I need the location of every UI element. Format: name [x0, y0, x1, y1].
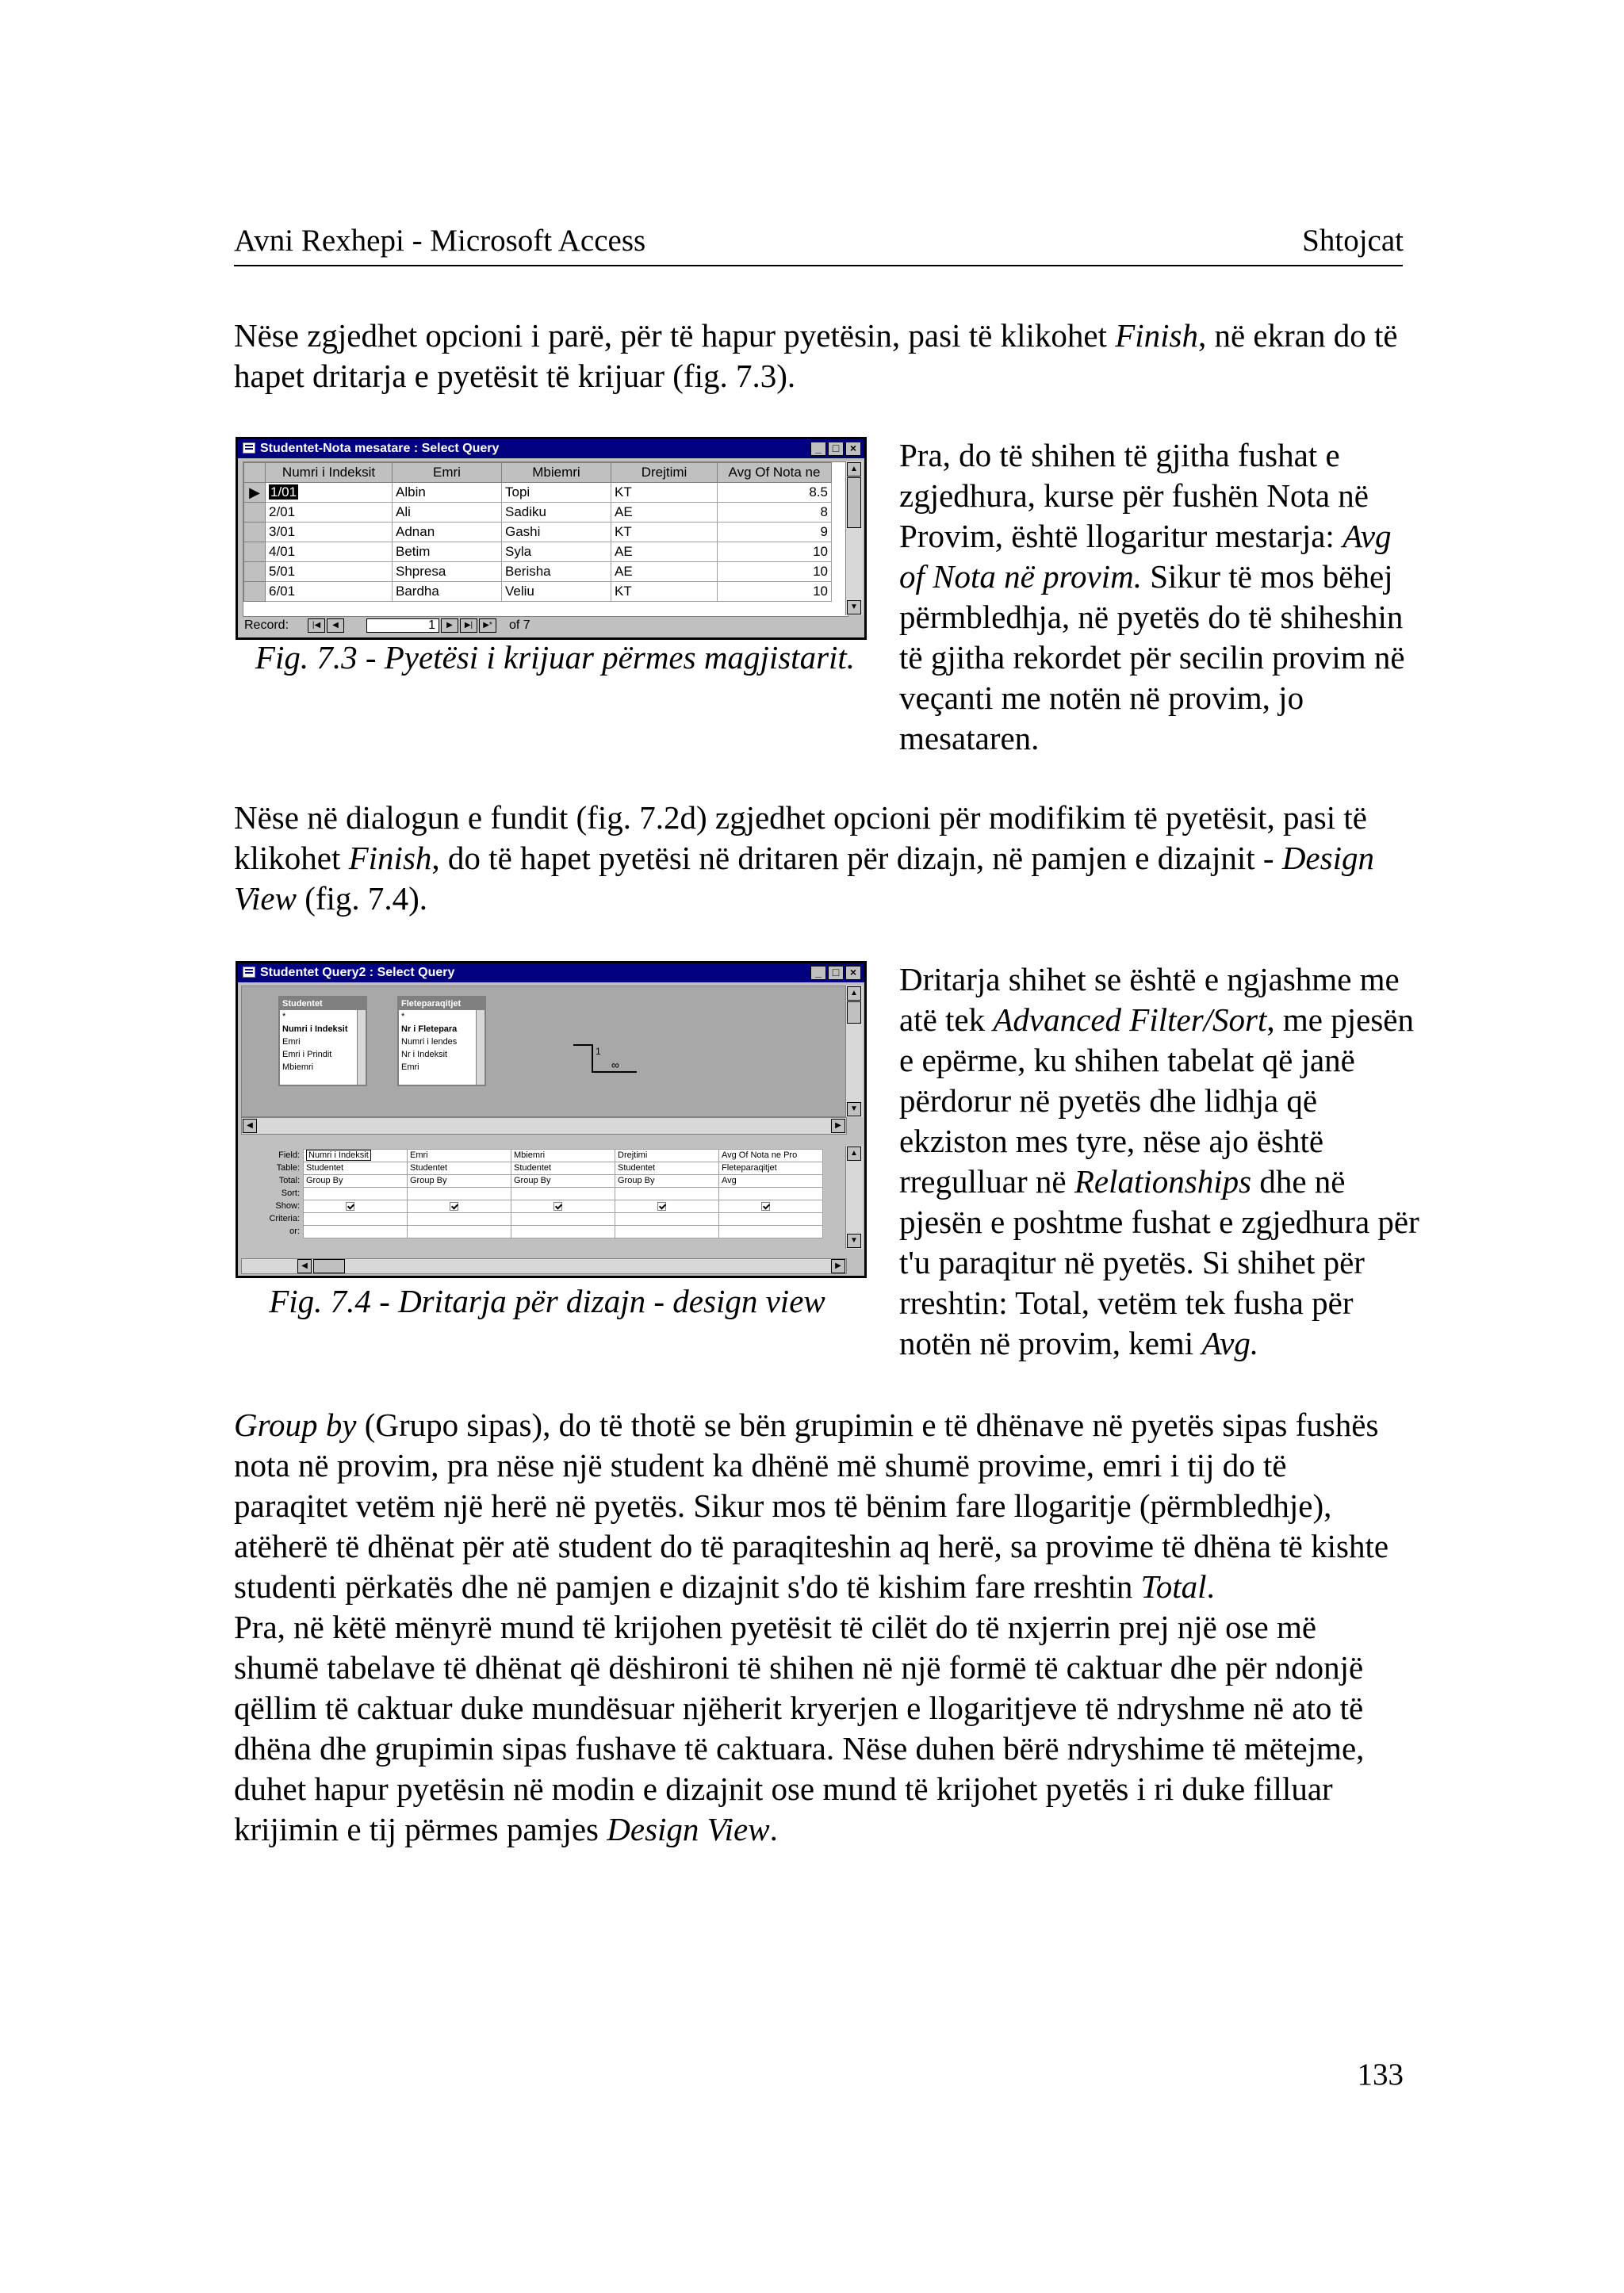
- cell-value: Berisha: [505, 564, 551, 579]
- scroll-down-icon[interactable]: ▼: [847, 600, 861, 614]
- design-grid-row: [241, 1226, 823, 1238]
- table-cell[interactable]: [266, 523, 393, 542]
- column-header[interactable]: Mbiemri: [502, 463, 611, 483]
- field-list-item[interactable]: *: [401, 1012, 405, 1021]
- design-grid-cell[interactable]: [408, 1213, 511, 1226]
- table-cell[interactable]: [266, 542, 393, 562]
- table-cell[interactable]: [393, 562, 502, 582]
- cell-value: Topi: [505, 484, 530, 500]
- field-list-scrollbar[interactable]: [357, 1010, 366, 1085]
- design-grid-cell[interactable]: [719, 1226, 823, 1238]
- cell-value: 10: [813, 544, 828, 559]
- cell-value: 10: [813, 564, 828, 579]
- design-grid-value: Studentet: [618, 1163, 656, 1173]
- query-icon: [243, 967, 255, 978]
- relationship-one-label: 1: [596, 1046, 601, 1057]
- design-grid-cell[interactable]: [615, 1175, 719, 1188]
- cell-value: 3/01: [269, 524, 296, 539]
- relationship-many-label: ∞: [611, 1058, 619, 1071]
- column-header[interactable]: Emri: [393, 463, 502, 483]
- cell-value: Betim: [396, 544, 431, 559]
- design-grid-cell[interactable]: [408, 1226, 511, 1238]
- design-grid-cell[interactable]: [511, 1188, 615, 1200]
- design-grid-cell[interactable]: [615, 1200, 719, 1213]
- cell-value: Shpresa: [396, 564, 446, 579]
- design-grid-row: [241, 1175, 823, 1188]
- cell-value: KT: [615, 584, 632, 599]
- paragraph-side-2: Dritarja shihet se është e ngjashme me atë tek Advanced Filter/Sort, me pjesën e epërme, ku shihen tabelat që janë përdorur në pyetës dhe lidhja që ekziston mes tyre, nëse ajo është rregulluar në Relationships dhe në pjesën e poshtme fushat e zgjedhura për t'u paraqitur në pyetës. Si shihet për rreshtin: Total, vetëm tek fusha për notën në provim, kemi Avg.: [899, 961, 1419, 1361]
- paragraph-intro: Nëse zgjedhet opcioni i parë, për të hapur pyetësin, pasi të klikohet Finish, në ekran do të hapet dritarja e pyetësit të krijuar (fig. 7.3).: [234, 317, 1398, 394]
- design-grid-cell[interactable]: [511, 1162, 615, 1175]
- field-list-item[interactable]: Mbiemri: [282, 1062, 314, 1072]
- cell-value: Ali: [396, 504, 411, 519]
- table-cell[interactable]: [266, 582, 393, 602]
- table-cell[interactable]: [718, 582, 832, 602]
- first-record-icon[interactable]: |◀: [308, 618, 325, 633]
- table-cell[interactable]: [611, 523, 718, 542]
- design-grid-pane[interactable]: [241, 1143, 847, 1261]
- scroll-up-icon[interactable]: ▲: [847, 462, 861, 477]
- cell-value: AE: [615, 544, 633, 559]
- show-checkbox-icon[interactable]: [346, 1202, 354, 1211]
- table-pane-vertical-scrollbar[interactable]: [845, 986, 863, 1117]
- design-view-window: [236, 961, 867, 1278]
- design-grid-row-label: Show:: [275, 1201, 300, 1211]
- table-cell[interactable]: [393, 523, 502, 542]
- table-pane[interactable]: [241, 986, 847, 1117]
- design-grid-cell[interactable]: [511, 1175, 615, 1188]
- scroll-left-icon[interactable]: ◀: [243, 1119, 257, 1133]
- new-record-icon[interactable]: ▶*: [479, 618, 496, 633]
- table-cell[interactable]: [718, 542, 832, 562]
- cell-value: 8.5: [809, 484, 828, 500]
- scroll-left-icon[interactable]: ◀: [297, 1259, 312, 1273]
- next-record-icon[interactable]: ▶: [441, 618, 458, 633]
- running-header-right: Shtojcat: [1302, 224, 1404, 258]
- table-row[interactable]: [244, 503, 832, 523]
- table-row[interactable]: [244, 562, 832, 582]
- figure-caption-7-4: Fig. 7.4 - Dritarja për dizajn - design view: [269, 1283, 825, 1319]
- design-grid-cell[interactable]: [615, 1188, 719, 1200]
- design-grid-cell[interactable]: [719, 1213, 823, 1226]
- select-all-cell[interactable]: [244, 463, 266, 483]
- design-grid-value: Group By: [410, 1176, 447, 1185]
- scroll-thumb[interactable]: [847, 477, 861, 528]
- design-grid-value: Group By: [306, 1176, 343, 1185]
- cell-value: AE: [615, 564, 633, 579]
- field-list-item[interactable]: Nr i Fletepara: [401, 1024, 458, 1034]
- field-list-item[interactable]: Numri i lendes: [401, 1037, 458, 1047]
- design-grid-cell[interactable]: [408, 1200, 511, 1213]
- running-header-left: Avni Rexhepi - Microsoft Access: [234, 224, 646, 258]
- window-titlebar[interactable]: [238, 439, 864, 458]
- table-cell[interactable]: [502, 542, 611, 562]
- query-icon: [243, 442, 255, 454]
- cell-value: Sadiku: [505, 504, 546, 519]
- paragraph-design-view: Nëse në dialogun e fundit (fig. 7.2d) zgjedhet opcioni për modifikim të pyetësit, pasi të klikohet Finish, do të hapet pyetësi në dritaren për dizajn, në pamjen e dizajnit - Design View (fig. 7.4).: [234, 799, 1374, 917]
- relationship-line[interactable]: [572, 1039, 638, 1078]
- design-grid-row: [241, 1213, 823, 1226]
- record-number-field[interactable]: 1: [366, 618, 439, 633]
- window-titlebar[interactable]: [238, 963, 864, 982]
- show-checkbox-icon[interactable]: [657, 1202, 666, 1211]
- design-grid-cell[interactable]: [719, 1175, 823, 1188]
- cell-value: 2/01: [269, 504, 296, 519]
- design-grid-row: [241, 1188, 823, 1200]
- design-grid-row-label: Criteria:: [269, 1214, 300, 1223]
- design-grid-horizontal-scrollbar[interactable]: [241, 1258, 847, 1274]
- column-header-row: [244, 463, 832, 483]
- table-cell[interactable]: [266, 483, 393, 503]
- table-cell[interactable]: [393, 582, 502, 602]
- page-number: 133: [1357, 2058, 1404, 2092]
- design-grid-cell[interactable]: [304, 1162, 408, 1175]
- table-cell[interactable]: [502, 483, 611, 503]
- scroll-up-icon[interactable]: ▲: [847, 1146, 861, 1161]
- show-checkbox-icon[interactable]: [761, 1202, 770, 1211]
- design-grid-cell[interactable]: [304, 1200, 408, 1213]
- scroll-down-icon[interactable]: ▼: [847, 1234, 861, 1248]
- design-grid-value: Mbiemri: [514, 1150, 546, 1160]
- last-record-icon[interactable]: ▶|: [460, 618, 477, 633]
- design-grid-value: Fleteparaqitjet: [722, 1163, 777, 1173]
- paragraph-conclusion: [234, 1405, 1408, 1850]
- record-selector[interactable]: [244, 523, 266, 542]
- design-grid-cell[interactable]: [615, 1150, 719, 1162]
- table-cell[interactable]: [611, 542, 718, 562]
- design-grid-row: [241, 1150, 823, 1162]
- design-grid-cell[interactable]: [408, 1188, 511, 1200]
- close-button[interactable]: ×: [845, 442, 861, 456]
- table-pane-horizontal-scrollbar[interactable]: [241, 1117, 847, 1135]
- current-record-icon[interactable]: ▶: [244, 483, 266, 503]
- cell-value: 1/01: [270, 484, 297, 500]
- header-rule: [234, 265, 1403, 266]
- design-grid-cell[interactable]: [408, 1175, 511, 1188]
- scroll-thumb[interactable]: [313, 1259, 345, 1273]
- paragraph-group-by: Group by (Grupo sipas), do të thotë se bën grupimin e të dhënave në pyetës sipas fushës nota në provim, pra nëse një student ka dhënë më shumë provime, emri i tij do të paraqitet vetëm një herë në pyetës. Sikur mos të bënim fare llogaritje (përmbledhje), atëherë të dhënat për atë student do të paraqiteshin aq herë, sa provime të dhëna të kishte studenti përkatës dhe në pamjen e dizajnit s'do të kishim fare rreshtin Total.: [234, 1407, 1389, 1605]
- design-grid-value: Group By: [618, 1176, 655, 1185]
- design-grid-value: Avg Of Nota ne Pro: [722, 1150, 798, 1160]
- scroll-thumb[interactable]: [847, 1001, 861, 1024]
- field-list-item[interactable]: Emri i Prindit: [282, 1050, 332, 1059]
- column-header[interactable]: Drejtimi: [611, 463, 718, 483]
- field-list-scrollbar[interactable]: [476, 1010, 485, 1085]
- minimize-button[interactable]: _: [810, 966, 826, 980]
- design-grid-cell[interactable]: [304, 1188, 408, 1200]
- table-row[interactable]: [244, 483, 832, 503]
- design-grid-value: Emri: [410, 1150, 428, 1160]
- table-cell[interactable]: [502, 503, 611, 523]
- cell-value: Gashi: [505, 524, 541, 539]
- scroll-right-icon[interactable]: ▶: [831, 1259, 845, 1273]
- scroll-up-icon[interactable]: ▲: [847, 986, 861, 1001]
- cell-value: 4/01: [269, 544, 296, 559]
- datasheet-window: [236, 437, 867, 640]
- table-cell[interactable]: [611, 562, 718, 582]
- cell-value: 8: [820, 504, 828, 519]
- design-grid-cell[interactable]: [511, 1200, 615, 1213]
- field-list-item[interactable]: Nr i Indeksit: [401, 1050, 448, 1059]
- design-grid-value: Studentet: [410, 1163, 448, 1173]
- field-list-studentet[interactable]: [278, 996, 367, 1086]
- design-grid-value: Avg: [722, 1176, 737, 1185]
- design-grid-cell[interactable]: [615, 1226, 719, 1238]
- table-cell[interactable]: [718, 562, 832, 582]
- design-grid-value: Group By: [514, 1176, 551, 1185]
- table-row[interactable]: [244, 542, 832, 562]
- field-list-item[interactable]: *: [282, 1012, 286, 1021]
- design-grid-cell[interactable]: [719, 1162, 823, 1175]
- record-navigator: [243, 617, 863, 634]
- table-cell[interactable]: [502, 562, 611, 582]
- column-header[interactable]: Numri i Indeksit: [266, 463, 393, 483]
- window-title: Studentet Query2 : Select Query: [260, 966, 455, 979]
- table-cell[interactable]: [393, 503, 502, 523]
- design-grid-cell[interactable]: [304, 1175, 408, 1188]
- design-grid-value: Numri i Indeksit: [306, 1150, 371, 1161]
- table-row[interactable]: [244, 523, 832, 542]
- record-count: of 7: [509, 618, 530, 632]
- design-grid-cell[interactable]: [719, 1150, 823, 1162]
- design-grid-cell[interactable]: [408, 1150, 511, 1162]
- cell-value: AE: [615, 504, 633, 519]
- field-list-title[interactable]: Fleteparaqitjet: [399, 997, 485, 1010]
- design-grid-row-label: or:: [289, 1227, 300, 1236]
- design-grid-cell[interactable]: [304, 1150, 408, 1162]
- cell-value: KT: [615, 484, 632, 500]
- record-selector[interactable]: [244, 503, 266, 523]
- previous-record-icon[interactable]: ◀: [327, 618, 344, 633]
- design-grid-row-label: Sort:: [281, 1189, 300, 1198]
- design-grid-value: Drejtimi: [618, 1150, 648, 1160]
- vertical-scrollbar[interactable]: [845, 461, 863, 615]
- design-grid-cell[interactable]: [719, 1200, 823, 1213]
- figure-caption-7-3: Fig. 7.3 - Pyetësi i krijuar përmes magjistarit.: [255, 639, 856, 676]
- design-grid-cell[interactable]: [511, 1226, 615, 1238]
- cell-value: 5/01: [269, 564, 296, 579]
- design-grid-cell[interactable]: [719, 1188, 823, 1200]
- cell-value: Bardha: [396, 584, 439, 599]
- field-list-fleteparaqitjet[interactable]: [397, 996, 486, 1086]
- design-grid-cell[interactable]: [304, 1226, 408, 1238]
- cell-value: Albin: [396, 484, 426, 500]
- table-cell[interactable]: [611, 582, 718, 602]
- table-cell[interactable]: [502, 582, 611, 602]
- table-cell[interactable]: [266, 562, 393, 582]
- maximize-button[interactable]: □: [828, 966, 844, 980]
- cell-value: Veliu: [505, 584, 534, 599]
- show-checkbox-icon[interactable]: [553, 1202, 562, 1211]
- design-grid-cell[interactable]: [304, 1213, 408, 1226]
- table-cell[interactable]: [718, 503, 832, 523]
- table-cell[interactable]: [393, 542, 502, 562]
- window-title: Studentet-Nota mesatare : Select Query: [260, 442, 500, 455]
- table-cell[interactable]: [266, 503, 393, 523]
- cell-value: Syla: [505, 544, 532, 559]
- field-list-item[interactable]: Emri: [282, 1037, 301, 1047]
- record-label: Record:: [244, 618, 289, 632]
- design-grid-row-label: Total:: [278, 1176, 300, 1185]
- design-grid-row: [241, 1162, 823, 1175]
- show-checkbox-icon[interactable]: [450, 1202, 458, 1211]
- table-row[interactable]: [244, 582, 832, 602]
- cell-value: 6/01: [269, 584, 296, 599]
- design-grid-row-label: Field:: [278, 1150, 300, 1160]
- design-grid-row: [241, 1200, 823, 1213]
- design-grid-cell[interactable]: [408, 1162, 511, 1175]
- design-grid-value: Studentet: [514, 1163, 552, 1173]
- table-cell[interactable]: [718, 523, 832, 542]
- minimize-button[interactable]: _: [810, 442, 826, 456]
- table-cell[interactable]: [393, 483, 502, 503]
- paragraph-side-1: Pra, do të shihen të gjitha fushat e zgjedhura, kurse për fushën Nota në Provim, është llogaritur mestarja: Avg of Nota në provim. Sikur të mos bëhej përmbledhja, në pyetës do të shiheshin të gjitha rekordet për secilin provim në veçanti me notën në provim, jo mesataren.: [899, 437, 1405, 756]
- datasheet-grid[interactable]: [243, 461, 848, 617]
- paragraph-summary: Pra, në këtë mënyrë mund të krijohen pyetësit të cilët do të nxjerrin prej një ose më shumë tabelave të dhënat që dëshironi të shihen në një formë të caktuar dhe për ndonjë qëllim të caktuar duke mundësuar njëherit kryerjen e llogaritjeve të ndryshme në ato të dhëna dhe grupimin sipas fushave të caktuara. Nëse duhen bërë ndryshime të mëtejme, duhet hapur pyetësin në modin e dizajnit ose mund të krijohet pyetës i ri duke filluar krijimin e tij përmes pamjes Design View.: [234, 1609, 1365, 1847]
- maximize-button[interactable]: □: [828, 442, 844, 456]
- cell-value: 9: [820, 524, 828, 539]
- column-header[interactable]: Avg Of Nota ne: [718, 463, 832, 483]
- cell-value: Adnan: [396, 524, 435, 539]
- cell-value: 10: [813, 584, 828, 599]
- cell-value: KT: [615, 524, 632, 539]
- close-button[interactable]: ×: [845, 966, 861, 980]
- table-cell[interactable]: [502, 523, 611, 542]
- record-selector[interactable]: [244, 582, 266, 602]
- table-cell[interactable]: [718, 483, 832, 503]
- field-list-item[interactable]: Numri i Indeksit: [282, 1024, 348, 1034]
- table-cell[interactable]: [611, 483, 718, 503]
- field-list-title[interactable]: Studentet: [280, 997, 366, 1010]
- design-grid-cell[interactable]: [511, 1150, 615, 1162]
- design-grid-value: Studentet: [306, 1163, 344, 1173]
- design-grid-cell[interactable]: [511, 1213, 615, 1226]
- design-grid-cell[interactable]: [615, 1162, 719, 1175]
- record-selector[interactable]: [244, 562, 266, 582]
- design-grid-vertical-scrollbar[interactable]: [845, 1146, 863, 1249]
- record-selector[interactable]: [244, 542, 266, 562]
- field-list-item[interactable]: Emri: [401, 1062, 419, 1072]
- scroll-down-icon[interactable]: ▼: [847, 1102, 861, 1116]
- design-grid-cell[interactable]: [615, 1213, 719, 1226]
- design-grid-row-label: Table:: [276, 1163, 300, 1173]
- scroll-right-icon[interactable]: ▶: [831, 1119, 845, 1133]
- table-cell[interactable]: [611, 503, 718, 523]
